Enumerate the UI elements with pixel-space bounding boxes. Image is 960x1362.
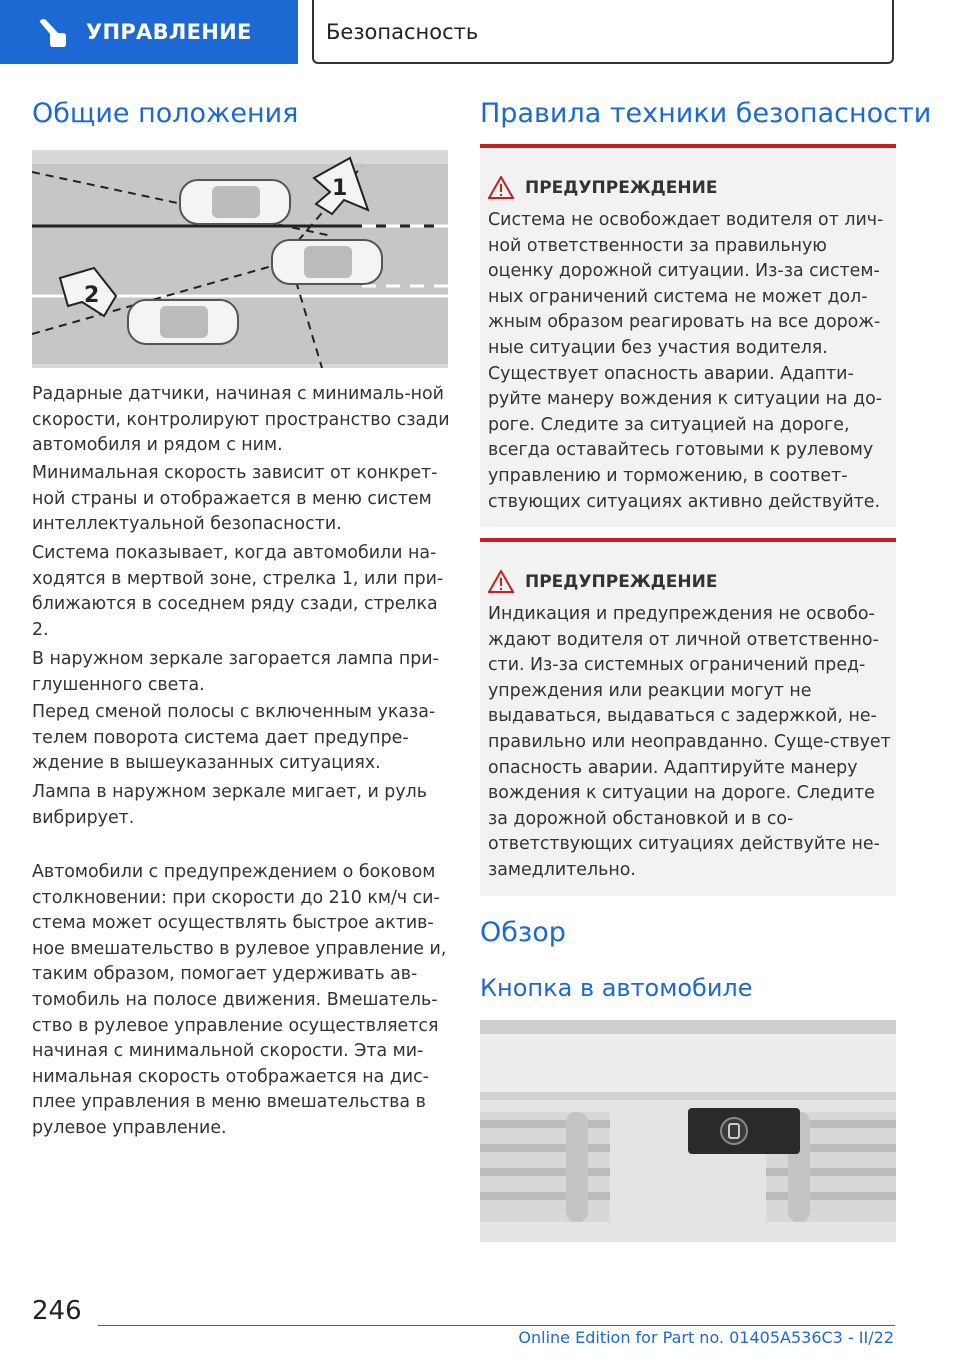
section-label: УПРАВЛЕНИЕ — [86, 20, 252, 44]
arrow-1-label: 1 — [332, 176, 348, 201]
paragraph-lane-change: Перед сменой полосы с включенным указа-телем поворота система дает предупре-ждение в вышеуказанных ситуациях. — [32, 702, 436, 774]
paragraph-blind-spot: Система показывает, когда автомобили на-ходятся в мертвой зоне, стрелка 1, или при-ближаются в соседнем ряду сзади, стрелка 2. — [32, 543, 444, 640]
arrow-2-label: 2 — [84, 283, 100, 308]
chapter-label: Безопасность — [326, 20, 479, 44]
vent-left — [480, 1112, 610, 1222]
page-number: 246 — [32, 1296, 82, 1326]
footer-divider — [98, 1325, 895, 1326]
car-bottom — [128, 300, 238, 344]
blind-spot-illustration — [32, 150, 448, 368]
paragraph-radar: Радарные датчики, начиная с минималь-ной скорости, контролируют пространство сзади автомобиля и рядом с ним. — [32, 384, 450, 456]
warning-box — [480, 538, 896, 896]
section-tab — [0, 0, 298, 64]
car-middle — [272, 240, 382, 284]
paragraph-mirror-lamp: В наружном зеркале загорается лампа при-глушенного света. — [32, 649, 439, 695]
warning-text: Индикация и предупреждения не освобо-ждают водителя от личной ответственно-сти. Из-за системных ограничений пред-упреждения или реакции могут не выдаваться, выдаваться с задержкой, не-правильно или неоправданно. Суще-ствует опасность аварии. Адаптируйте манеру вождения к ситуации на дороге. Следите за дорожной обстановкой и в со-ответствующих ситуациях действуйте не-замедлительно. — [488, 604, 891, 880]
assist-button-icon — [721, 1118, 747, 1144]
chapter-box — [312, 0, 894, 64]
warning-triangle-icon — [488, 570, 514, 593]
warning-text: Система не освобождает водителя от лич-ной ответственности за правильную оценку дорожной ситуации. Из-за систем-ных ограничений система не может дол-жным образом реагировать на все дорож-ные ситуации без участия водителя. Существует опасность аварии. Адапти-руйте манеру вождения к ситуации на до-роге. Следите за ситуацией на дороге, всегда оставайтесь готовыми к рулевому управлению и торможению, в соответ-ствующих ситуациях активно действуйте. — [488, 210, 884, 512]
hand-pointer-icon — [36, 18, 68, 48]
warning-title: ПРЕДУПРЕЖДЕНИЕ — [525, 178, 718, 198]
warning-triangle-icon — [488, 176, 514, 199]
warning-box — [480, 144, 896, 527]
general-heading: Общие положения — [32, 98, 299, 129]
button-photo — [480, 1020, 896, 1242]
button-in-car-heading: Кнопка в автомобиле — [480, 974, 753, 1002]
paragraph-steering: Автомобили с предупреждением о боковом столкновении: при скорости до 210 км/ч си-стема может осуществлять быстрое актив-ное вмешательство в рулевое управление и, таким образом, помогает удерживать ав-томобиль на полосе движения. Вмешатель-ство в рулевое управление осуществляется начиная с минимальной скорости. Эта ми-нимальная скорость отображается на дис-плее управления в меню вмешательства в рулевое управление. — [32, 862, 447, 1138]
paragraph-lamp-flash: Лампа в наружном зеркале мигает, и руль вибрирует. — [32, 782, 427, 828]
car-top — [180, 180, 290, 224]
safety-heading: Правила техники безопасности — [480, 98, 932, 129]
warning-title: ПРЕДУПРЕЖДЕНИЕ — [525, 572, 718, 592]
overview-heading: Обзор — [480, 917, 566, 948]
footer-edition: Online Edition for Part no. 01405A536C3 - II/22 — [518, 1328, 894, 1347]
paragraph-min-speed: Минимальная скорость зависит от конкрет-ной страны и отображается в меню систем интеллектуальной безопасности. — [32, 463, 438, 535]
